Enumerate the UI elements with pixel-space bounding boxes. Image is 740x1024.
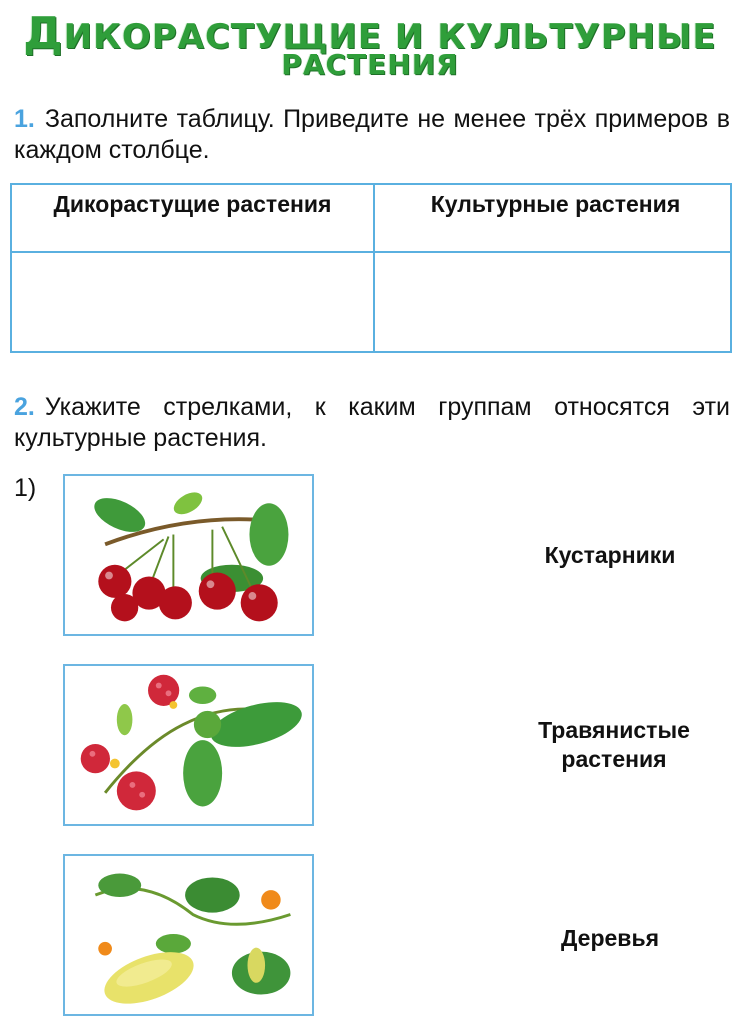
task-2 [14,392,730,454]
table-header-cultivated: Культурные растения [430,191,681,217]
table-header-wild: Дикорастущие растения [53,191,332,217]
task-2-text: Укажите стрелками, к каким группам относятся эти культурные растения. [14,393,730,452]
task-2-number: 2. [14,393,35,421]
title-initial: Д [23,8,64,59]
zucchini-plant-image[interactable] [63,854,314,1016]
table-cell-wild-answer[interactable] [12,253,371,351]
raspberry-branch-image[interactable] [63,664,314,826]
raspberry-icon [65,666,312,824]
cherry-icon [65,476,312,634]
group-label-herbaceous[interactable]: Травянистые растения [538,717,690,772]
table-cell-cultivated-answer[interactable] [375,253,734,351]
group-label-shrubs[interactable]: Кустарники [544,542,676,568]
item-marker: 1) [14,474,37,502]
task-1-number: 1. [14,105,35,133]
task-1 [14,104,730,166]
worksheet-title-line2: РАСТЕНИЯ [281,48,459,81]
title-rest: ИКОРАСТУЩИЕ И КУЛЬТУРНЫЕ [63,17,717,57]
group-label-trees[interactable]: Деревья [561,925,659,951]
cherry-branch-image[interactable] [63,474,314,636]
zucchini-icon [65,856,312,1014]
plants-table [10,183,732,353]
task-1-text: Заполните таблицу. Приведите не менее трёх примеров в каждом столбце. [14,105,730,164]
